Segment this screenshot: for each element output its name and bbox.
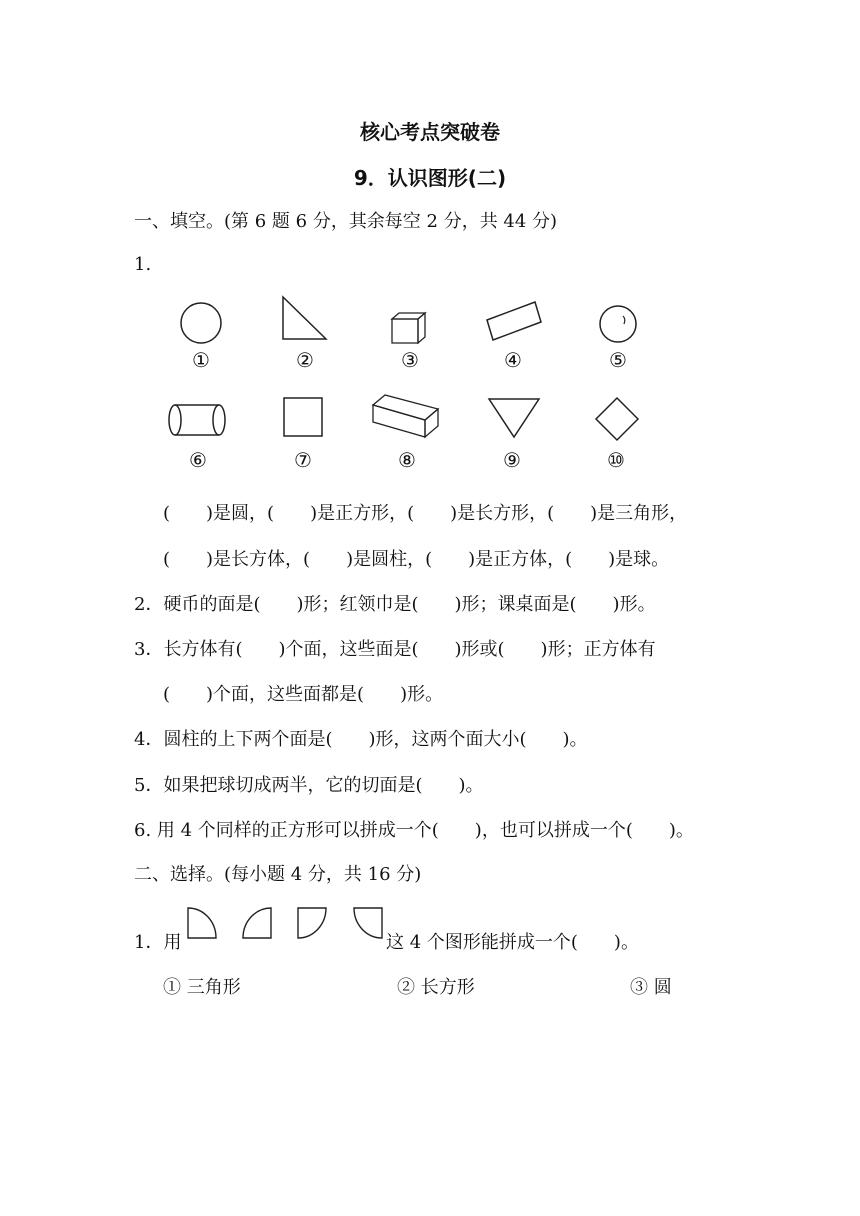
q3-line1: 3．长方体有( )个面，这些面是( )形或( )形；正方体有 (134, 639, 656, 660)
cube-icon (388, 310, 430, 346)
q1-label: 1. (134, 254, 152, 275)
section1-heading: 一、填空。(第 6 题 6 分，其余每空 2 分，共 44 分) (134, 211, 558, 232)
option-1: ① 三角形 (163, 977, 241, 998)
q5: 5．如果把球切成两半，它的切面是( )。 (134, 775, 484, 796)
quarter-circle-bottom-right-icon (352, 906, 384, 940)
shape-label-9: ⑨ (503, 448, 521, 472)
s2-q1-prefix: 1．用 (134, 932, 182, 953)
q1-line1: ( )是圆，( )是正方形，( )是长方形，( )是三角形， (163, 503, 688, 524)
shape-label-10: ⑩ (607, 448, 625, 472)
s2-q1-suffix: 这 4 个图形能拼成一个( )。 (386, 932, 639, 953)
quarter-circle-top-left-icon (186, 906, 218, 940)
shape-label-1: ① (192, 348, 210, 372)
q2: 2．硬币的面是( )形；红领巾是( )形；课桌面是( )形。 (134, 594, 656, 615)
q3-line2: ( )个面，这些面都是( )形。 (163, 684, 444, 705)
quarter-circle-top-right-icon (241, 906, 273, 940)
option-2: ② 长方形 (397, 977, 475, 998)
sphere-icon (597, 303, 639, 345)
shape-label-4: ④ (504, 348, 522, 372)
inverted-triangle-icon (486, 396, 542, 440)
page-title: 核心考点突破卷 (360, 120, 500, 144)
shape-label-2: ② (296, 348, 314, 372)
q4: 4．圆柱的上下两个面是( )形，这两个面大小( )。 (134, 729, 588, 750)
quarter-circle-bottom-left-icon (296, 906, 328, 940)
cuboid-icon (370, 392, 446, 440)
tilted-rectangle-icon (484, 298, 544, 344)
section2-heading: 二、选择。(每小题 4 分，共 16 分) (134, 864, 422, 885)
circle-icon (178, 300, 224, 346)
shape-label-5: ⑤ (609, 348, 627, 372)
option-3: ③ 圆 (630, 977, 672, 998)
q6: 6. 用 4 个同样的正方形可以拼成一个( )，也可以拼成一个( )。 (134, 820, 694, 841)
shape-label-6: ⑥ (189, 448, 207, 472)
square-icon (282, 396, 324, 438)
diamond-square-icon (594, 396, 640, 442)
cylinder-icon (166, 400, 230, 440)
shape-label-8: ⑧ (398, 448, 416, 472)
page-subtitle: 9．认识图形(二) (353, 166, 507, 190)
right-triangle-icon (280, 294, 330, 342)
q1-line2: ( )是长方体，( )是圆柱，( )是正方体，( )是球。 (163, 549, 670, 570)
shape-label-7: ⑦ (294, 448, 312, 472)
shape-label-3: ③ (401, 348, 419, 372)
